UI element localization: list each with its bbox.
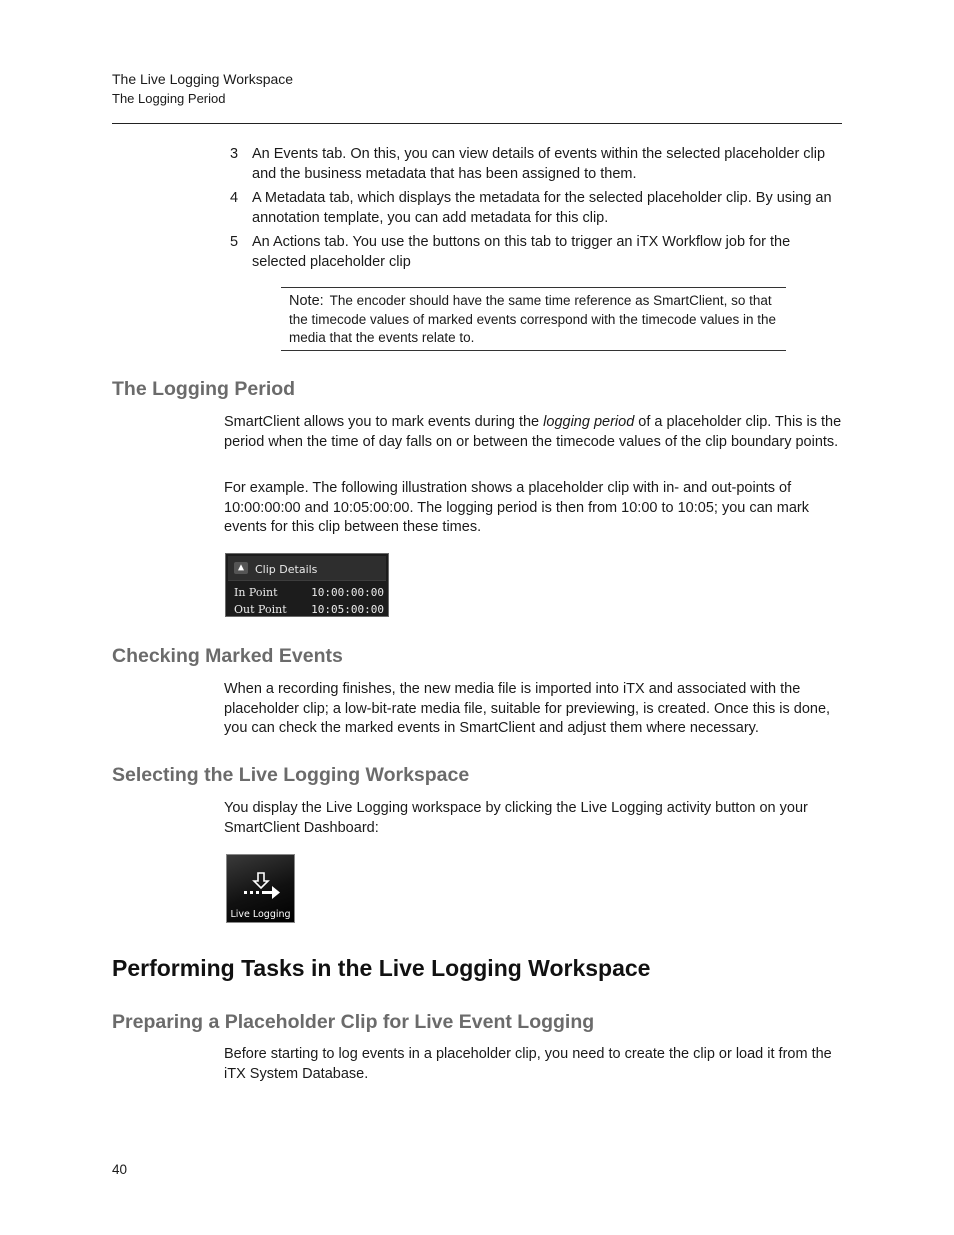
clip-details-header[interactable] <box>228 556 386 581</box>
out-point-label: Out Point <box>234 603 287 616</box>
out-point-row <box>234 603 384 616</box>
heading-performing-tasks: Performing Tasks in the Live Logging Workspace <box>112 955 651 981</box>
note-text: The encoder should have the same time reference as SmartClient, so that the timecode values of marked events correspond with the timecode values in the media that the events relate to. <box>289 293 777 345</box>
clip-details-title: Clip Details <box>255 563 318 576</box>
chevron-up-icon[interactable]: ▲ <box>234 562 248 574</box>
list-item: 3 An Events tab. On this, you can view details of events within the selected placeholder clip and the business metadata that has been assigned to them. <box>230 146 826 182</box>
numbered-list <box>230 145 842 277</box>
heading-checking-marked-events: Checking Marked Events <box>112 645 343 667</box>
running-header-chapter: The Live Logging Workspace <box>112 71 294 87</box>
logging-period-paragraph-1: SmartClient allows you to mark events during the logging period of a placeholder clip. This is the period when the time of day falls on or between the timecode values of the clip boundary points. <box>224 414 842 450</box>
page-number: 40 <box>112 1162 128 1177</box>
heading-selecting-workspace: Selecting the Live Logging Workspace <box>112 764 470 786</box>
list-item: 4 A Metadata tab, which displays the metadata for the selected placeholder clip. By using an annotation template, you can add metadata for this clip. <box>230 190 832 226</box>
checking-paragraph: When a recording finishes, the new media file is imported into iTX and associated with the placeholder clip; a low-bit-rate media file, suitable for previewing, is created. Once this is done, you can check the marked events in SmartClient and adjust them where necessary. <box>224 681 831 736</box>
preparing-paragraph: Before starting to log events in a placeholder clip, you need to create the clip or load it from the iTX System Database. <box>224 1046 832 1082</box>
in-point-label: In Point <box>234 586 278 599</box>
note-label: Note: <box>289 293 324 309</box>
clip-details-panel <box>225 553 389 617</box>
live-logging-icon <box>241 869 283 903</box>
header-rule <box>112 123 842 124</box>
in-point-row <box>234 586 384 599</box>
note-box <box>281 287 786 351</box>
live-logging-activity-button[interactable] <box>226 854 295 923</box>
in-point-value: 10:00:00:00 <box>311 586 384 599</box>
live-logging-label: Live Logging <box>230 909 291 920</box>
logging-period-paragraph-2: For example. The following illustration shows a placeholder clip with in- and out-points of 10:00:00:00 and 10:05:00:00. The logging period is then from 10:00 to 10:05; you can mark events for this clip between these times. <box>224 480 809 535</box>
running-header-section: The Logging Period <box>112 91 226 106</box>
list-item: 5 An Actions tab. You use the buttons on this tab to trigger an iTX Workflow job for the selected placeholder clip <box>230 234 791 270</box>
heading-preparing-placeholder: Preparing a Placeholder Clip for Live Event Logging <box>112 1011 595 1033</box>
selecting-paragraph: You display the Live Logging workspace by clicking the Live Logging activity button on your SmartClient Dashboard: <box>224 800 808 836</box>
heading-logging-period: The Logging Period <box>112 378 296 400</box>
out-point-value: 10:05:00:00 <box>311 603 384 616</box>
